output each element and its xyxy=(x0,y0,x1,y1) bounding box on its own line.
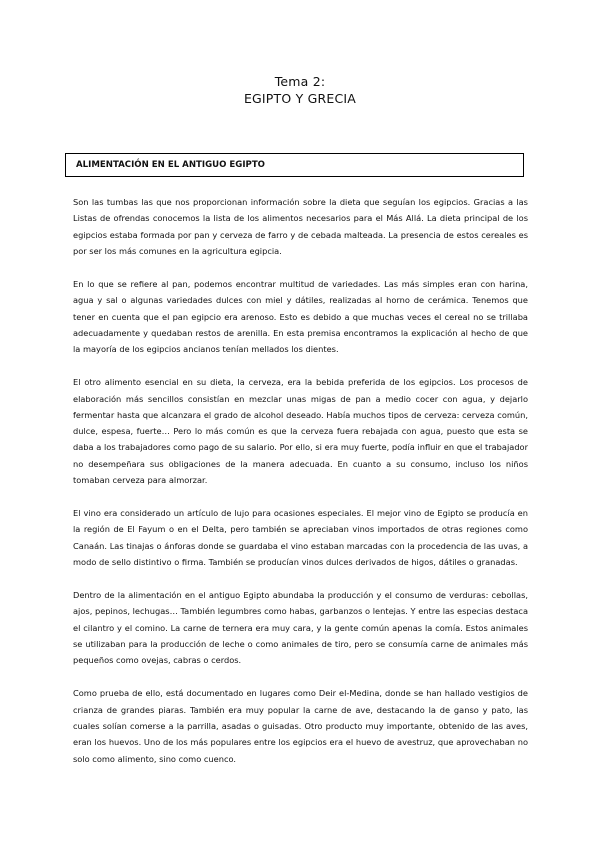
document-title xyxy=(0,74,600,107)
paragraph: En lo que se refiere al pan, podemos encontrar multitud de variedades. Las más simples eran con harina, agua y sal o algunas variedades dulces con miel y dátiles, realizadas al horno de cerámica. Tenemos que tener en cuenta que el pan egipcio era arenoso. Esto es debido a que muchas veces el cereal no se trillaba adecuadamente y quedaban restos de arenilla. En esta premisa encontramos la explicación al hecho de que la mayoría de los egipcios ancianos tenían mellados los dientes. xyxy=(73,278,528,355)
topic-title: EGIPTO Y GRECIA xyxy=(243,91,357,106)
paragraph: El vino era considerado un artículo de lujo para ocasiones especiales. El mejor vino de Egipto se producía en la región de El Fayum o en el Delta, pero también se apreciaban vinos importados de otras regiones como Canaán. Las tinajas o ánforas donde se guardaba el vino estaban marcadas con la procedencia de las uvas, a modo de sello distintivo o firma. También se producían vinos dulces derivados de higos, dátiles o granadas. xyxy=(73,508,528,568)
paragraph: El otro alimento esencial en su dieta, la cerveza, era la bebida preferida de los egipcios. Los procesos de elaboración más sencillos consistían en mezclar unas migas de pan a medio cocer con agua, y dejarlo fermentar hasta que alcanzara el grado de alcohol deseado. Había muchos tipos de cerveza: cerveza común, dulce, espesa, fuerte… Pero lo más común es que la cerveza fuera rebajada con agua, puesto que esta se daba a los trabajadores como pago de su salario. Por ello, si era muy fuerte, podía influir en que el trabajador no desempeñara sus obligaciones de la manera adecuada. En cuanto a su consumo, incluso los niños tomaban cerveza para almorzar. xyxy=(73,377,528,486)
topic-number: Tema 2: xyxy=(274,74,326,89)
body-text xyxy=(73,194,528,784)
section-heading: ALIMENTACIÓN EN EL ANTIGUO EGIPTO xyxy=(76,160,265,170)
paragraph: Como prueba de ello, está documentado en lugares como Deir el-Medina, donde se han hallado vestigios de crianza de grandes piaras. También era muy popular la carne de ave, destacando la de ganso y pato, las cuales solían comerse a la parrilla, asadas o guisadas. Otro producto muy importante, obtenido de las aves, eran los huevos. Uno de los más populares entre los egipcios era el huevo de avestruz, que aprovechaban no solo como alimento, sino como cuenco. xyxy=(73,688,528,764)
section-heading-box xyxy=(65,153,524,177)
paragraph: Dentro de la alimentación en el antiguo Egipto abundaba la producción y el consumo de verduras: cebollas, ajos, pepinos, lechugas… También legumbres como habas, garbanzos o lentejas. Y entre las especias destaca el cilantro y el comino. La carne de ternera era muy cara, y la gente común apenas la comía. Estos animales se utilizaban para la producción de leche o como animales de tiro, pero se consumía carne de animales más pequeños como ovejas, cabras o cerdos. xyxy=(73,590,528,666)
paragraph: Son las tumbas las que nos proporcionan información sobre la dieta que seguían los egipcios. Gracias a las Listas de ofrendas conocemos la lista de los alimentos necesarios para el Más Allá. La dieta principal de los egipcios estaba formada por pan y cerveza de farro y de cebada malteada. La presencia de estos cereales es por ser los más comunes en la agricultura egipcia. xyxy=(73,197,528,256)
